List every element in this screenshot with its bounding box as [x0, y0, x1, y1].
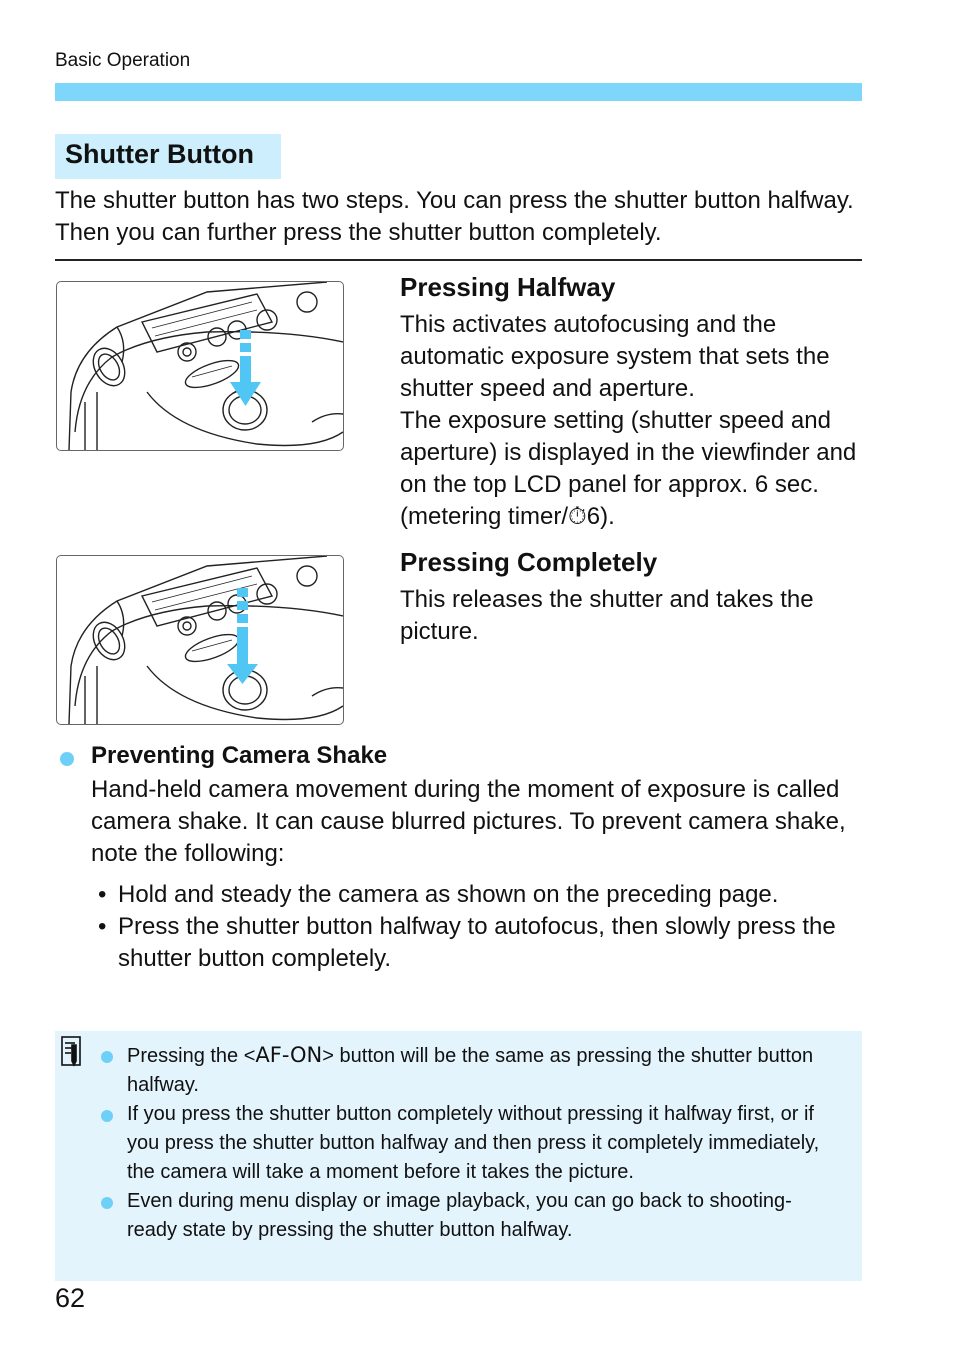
tip-bullet-icon: [60, 752, 74, 766]
list-item-text: Hold and steady the camera as shown on the preceding page.: [118, 881, 779, 908]
halfway-para-2-end: ).: [600, 503, 615, 530]
camera-halfway-illustration: [56, 281, 344, 451]
af-on-button-icon: AF-ON: [255, 1043, 323, 1067]
note-item: [101, 1041, 841, 1100]
list-bullet: •: [98, 913, 107, 940]
memo-icon: [60, 1035, 84, 1074]
metering-timer-value: 6: [586, 503, 601, 530]
halfway-description: [400, 309, 860, 533]
camera-completely-illustration: [56, 555, 344, 725]
note-text-3: Even during menu display or image playback, you can go back to shooting-ready state by pressing the shutter button halfway.: [127, 1190, 792, 1241]
list-item: [98, 879, 858, 911]
halfway-para-1: This activates autofocusing and the automatic exposure system that sets the shutter speed and aperture.: [400, 311, 830, 402]
tip-heading: Preventing Camera Shake: [91, 742, 388, 769]
header-accent-bar: [55, 83, 862, 101]
metering-timer-icon: ⏱: [568, 503, 587, 530]
section-label: Basic Operation: [55, 50, 191, 71]
halfway-para-2-text: The exposure setting (shutter speed and aperture) is displayed in the viewfinder and on the top LCD panel for approx. 6 sec. (metering timer/: [400, 407, 857, 530]
intro-text: The shutter button has two steps. You can press the shutter button halfway. Then you can further press the shutter button completely.: [55, 187, 854, 246]
tip-list: [98, 879, 858, 975]
list-item: [98, 911, 858, 975]
note-bullet-icon: [101, 1197, 113, 1209]
note-bullet-icon: [101, 1110, 113, 1122]
note-item: [101, 1100, 841, 1187]
page-number: 62: [55, 1283, 86, 1313]
note-text-1a: Pressing the <: [127, 1045, 256, 1067]
tip-body: Hand-held camera movement during the moment of exposure is called camera shake. It can cause blurred pictures. To prevent camera shake, note the following:: [91, 776, 846, 867]
note-bullet-icon: [101, 1051, 113, 1063]
halfway-para-2: [400, 405, 860, 533]
completely-heading: Pressing Completely: [400, 547, 658, 577]
page-title: Shutter Button: [65, 139, 254, 169]
note-text-1b: > button will be the same as pressing the shutter button halfway.: [127, 1045, 814, 1096]
notes-box: [55, 1031, 862, 1281]
note-item: [101, 1187, 841, 1245]
notes-list: [101, 1041, 841, 1245]
divider: [55, 259, 862, 261]
note-text-2: If you press the shutter button completely without pressing it halfway first, or if you press the shutter button halfway and then press it completely immediately, the camera will take a moment before it takes the picture.: [127, 1103, 820, 1183]
page-heading-box: [55, 134, 281, 179]
list-bullet: •: [98, 881, 107, 908]
completely-description: This releases the shutter and takes the picture.: [400, 586, 814, 645]
halfway-heading: Pressing Halfway: [400, 272, 616, 302]
list-item-text: Press the shutter button halfway to autofocus, then slowly press the shutter button completely.: [118, 913, 836, 972]
